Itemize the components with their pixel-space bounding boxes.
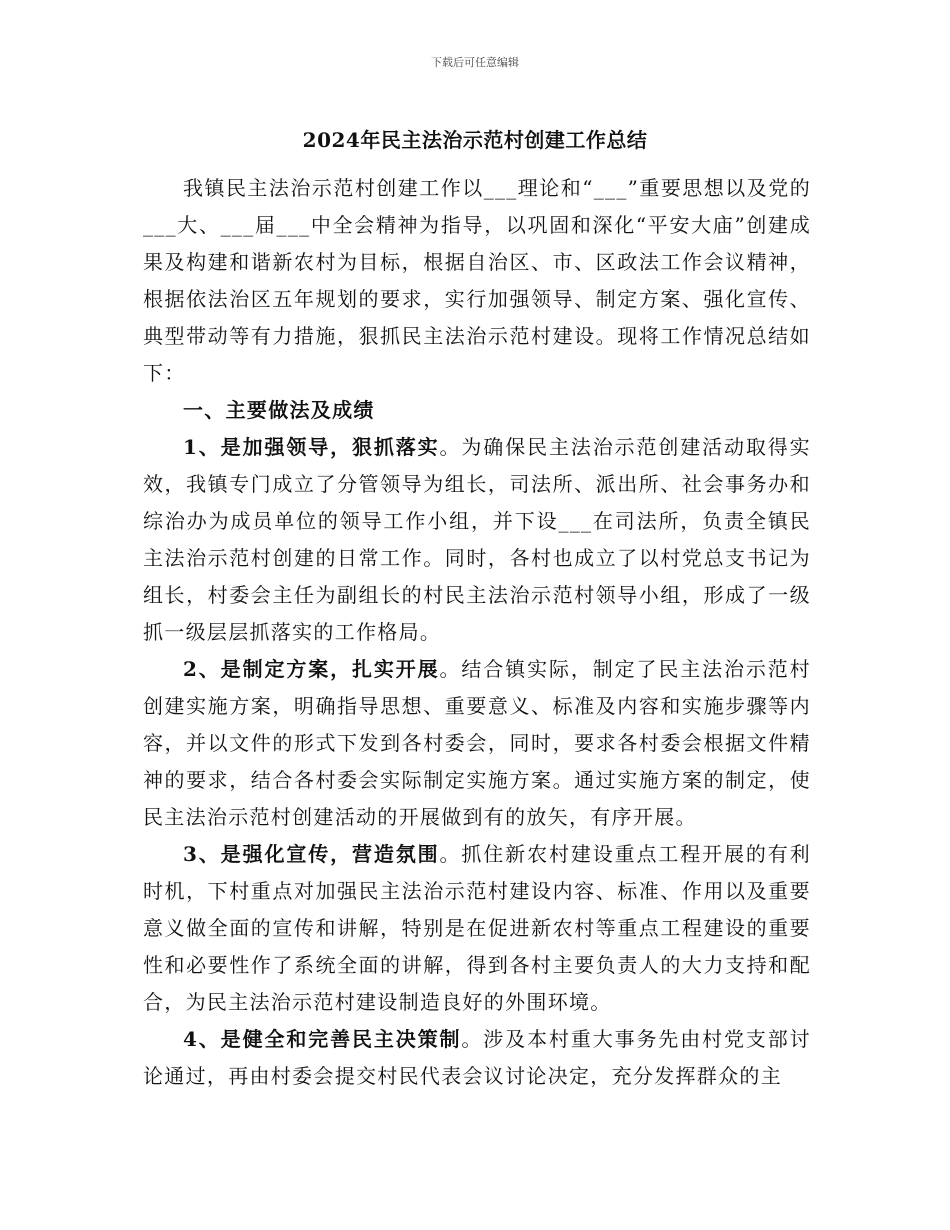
item-paragraph-3 xyxy=(143,836,811,1021)
item-lead: 3、是强化宣传，营造氛围 xyxy=(183,842,440,866)
item-lead: 2、是制定方案，扎实开展 xyxy=(183,657,440,681)
item-paragraph-4 xyxy=(143,1021,811,1095)
intro-paragraph: 我镇民主法治示范村创建工作以___理论和“___”重要思想以及党的___大、___届___中全会精神为指导，以巩固和深化“平安大庙”创建成果及构建和谐新农村为目标，根据自治区、市、区政法工作会议精神，根据依法治区五年规划的要求，实行加强领导、制定方案、强化宣传、典型带动等有力措施，狠抓民主法治示范村建设。现将工作情况总结如下： xyxy=(143,176,811,385)
item-paragraph-2 xyxy=(143,651,811,836)
item-text: 。结合镇实际，制定了民主法治示范村创建实施方案，明确指导思想、重要意义、标准及内容和实施步骤等内容，并以文件的形式下发到各村委会，同时，要求各村委会根据文件精神的要求，结合各村委会实际制定实施方案。通过实施方案的制定，使民主法治示范村创建活动的开展做到有的放矢，有序开展。 xyxy=(143,657,811,829)
item-text: 。为确保民主法治示范创建活动取得实效，我镇专门成立了分管领导为组长，司法所、派出所、社会事务办和综治办为成员单位的领导工作小组，并下设___在司法所，负责全镇民主法治示范村创建的日常工作。同时，各村也成立了以村党总支书记为组长，村委会主任为副组长的村民主法治示范村领导小组，形成了一级抓一级层层抓落实的工作格局。 xyxy=(143,435,811,644)
item-text: 。抓住新农村建设重点工程开展的有利时机，下村重点对加强民主法治示范村建设内容、标准、作用以及重要意义做全面的宣传和讲解，特别是在促进新农村等重点工程建设的重要性和必要性作了系统全面的讲解，得到各村主要负责人的大力支持和配合，为民主法治示范村建设制造良好的外围环境。 xyxy=(143,842,811,1014)
item-text: 。涉及本村重大事务先由村党支部讨论通过，再由村委会提交村民代表会议讨论决定，充分发挥群众的主 xyxy=(143,1027,811,1088)
section-heading: 一、主要做法及成绩 xyxy=(183,398,375,422)
header-note: 下载后可任意编辑 xyxy=(431,56,519,69)
item-paragraph-1 xyxy=(143,429,811,651)
document-body xyxy=(143,170,811,1095)
item-lead: 1、是加强领导，狠抓落实 xyxy=(183,435,440,459)
page-title: 2024年民主法治示范村创建工作总结 xyxy=(302,128,648,152)
item-lead: 4、是健全和完善民主决策制 xyxy=(183,1027,462,1051)
